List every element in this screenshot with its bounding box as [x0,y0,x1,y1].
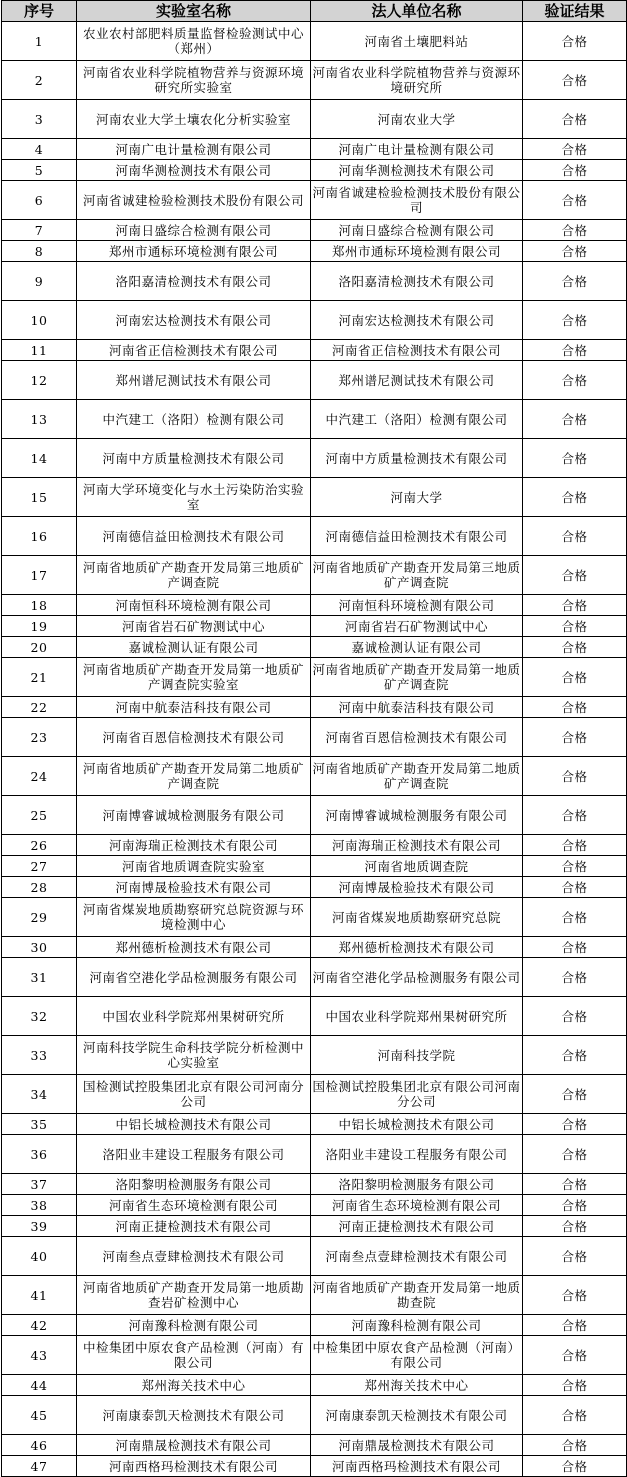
cell-serial-number: 28 [2,877,77,898]
cell-verification-result: 合格 [523,637,627,658]
table-row [2,1036,627,1075]
cell-legal-entity-name: 河南省正信检测技术有限公司 [311,340,523,361]
cell-serial-number: 30 [2,937,77,958]
cell-legal-entity-name: 河南德信益田检测技术有限公司 [311,517,523,556]
cell-verification-result: 合格 [523,856,627,877]
cell-legal-entity-name: 河南广电计量检测有限公司 [311,139,523,160]
table-row [2,898,627,937]
cell-lab-name: 河南省地质调查院实验室 [77,856,311,877]
cell-verification-result: 合格 [523,1435,627,1456]
cell-verification-result: 合格 [523,301,627,340]
cell-serial-number: 5 [2,160,77,181]
cell-lab-name: 河南省地质矿产勘查开发局第一地质勘查岩矿检测中心 [77,1276,311,1315]
cell-serial-number: 3 [2,100,77,139]
cell-legal-entity-name: 河南正捷检测技术有限公司 [311,1216,523,1237]
cell-serial-number: 23 [2,718,77,757]
table-row [2,478,627,517]
cell-legal-entity-name: 河南农业大学 [311,100,523,139]
cell-verification-result: 合格 [523,160,627,181]
cell-serial-number: 37 [2,1174,77,1195]
table-header [2,1,627,22]
cell-verification-result: 合格 [523,478,627,517]
cell-verification-result: 合格 [523,1216,627,1237]
cell-verification-result: 合格 [523,1237,627,1276]
table-row [2,517,627,556]
table-row [2,835,627,856]
cell-verification-result: 合格 [523,100,627,139]
cell-legal-entity-name: 河南省地质矿产勘查开发局第一地质勘查院 [311,1276,523,1315]
cell-lab-name: 河南叁点壹肆检测技术有限公司 [77,1237,311,1276]
table-row [2,61,627,100]
cell-serial-number: 29 [2,898,77,937]
cell-verification-result: 合格 [523,1195,627,1216]
cell-legal-entity-name: 河南鼎晟检测技术有限公司 [311,1435,523,1456]
cell-serial-number: 25 [2,796,77,835]
cell-serial-number: 13 [2,400,77,439]
cell-serial-number: 14 [2,439,77,478]
cell-legal-entity-name: 河南康泰凯天检测技术有限公司 [311,1396,523,1435]
table-row [2,241,627,262]
cell-serial-number: 43 [2,1336,77,1375]
table-row [2,1375,627,1396]
cell-lab-name: 中铝长城检测技术有限公司 [77,1114,311,1135]
table-body [2,22,627,1477]
table-row [2,937,627,958]
cell-serial-number: 10 [2,301,77,340]
cell-legal-entity-name: 中国农业科学院郑州果树研究所 [311,997,523,1036]
cell-lab-name: 河南省农业科学院植物营养与资源环境研究所实验室 [77,61,311,100]
cell-legal-entity-name: 河南中方质量检测技术有限公司 [311,439,523,478]
table-row [2,1075,627,1114]
cell-lab-name: 河南省空港化学品检测服务有限公司 [77,958,311,997]
cell-legal-entity-name: 洛阳黎明检测服务有限公司 [311,1174,523,1195]
cell-lab-name: 河南博睿诚城检测服务有限公司 [77,796,311,835]
cell-serial-number: 16 [2,517,77,556]
cell-lab-name: 国检测试控股集团北京有限公司河南分公司 [77,1075,311,1114]
table-row [2,757,627,796]
cell-verification-result: 合格 [523,241,627,262]
cell-verification-result: 合格 [523,556,627,595]
cell-legal-entity-name: 郑州海关技术中心 [311,1375,523,1396]
header-row [2,1,627,22]
table-row [2,1237,627,1276]
table-row [2,1135,627,1174]
table-row [2,637,627,658]
cell-serial-number: 31 [2,958,77,997]
cell-verification-result: 合格 [523,796,627,835]
cell-verification-result: 合格 [523,877,627,898]
table-row [2,697,627,718]
table-row [2,1195,627,1216]
cell-serial-number: 17 [2,556,77,595]
table-row [2,997,627,1036]
cell-lab-name: 河南省百恩信检测技术有限公司 [77,718,311,757]
table-row [2,556,627,595]
table-row [2,100,627,139]
cell-verification-result: 合格 [523,757,627,796]
cell-lab-name: 嘉诚检测认证有限公司 [77,637,311,658]
cell-serial-number: 39 [2,1216,77,1237]
table-row [2,1435,627,1456]
table-row [2,181,627,220]
cell-legal-entity-name: 河南海瑞正检测技术有限公司 [311,835,523,856]
cell-serial-number: 20 [2,637,77,658]
cell-legal-entity-name: 河南叁点壹肆检测技术有限公司 [311,1237,523,1276]
cell-verification-result: 合格 [523,1276,627,1315]
cell-legal-entity-name: 河南博晟检验技术有限公司 [311,877,523,898]
cell-verification-result: 合格 [523,181,627,220]
cell-legal-entity-name: 河南省地质矿产勘查开发局第二地质矿产调查院 [311,757,523,796]
cell-lab-name: 河南西格玛检测技术有限公司 [77,1456,311,1477]
cell-legal-entity-name: 河南省土壤肥料站 [311,22,523,61]
table-row [2,1336,627,1375]
cell-verification-result: 合格 [523,262,627,301]
cell-lab-name: 洛阳黎明检测服务有限公司 [77,1174,311,1195]
cell-serial-number: 6 [2,181,77,220]
table-row [2,340,627,361]
table-row [2,1396,627,1435]
cell-verification-result: 合格 [523,658,627,697]
cell-legal-entity-name: 河南省地质矿产勘查开发局第一地质矿产调查院 [311,658,523,697]
cell-serial-number: 1 [2,22,77,61]
cell-legal-entity-name: 郑州谱尼测试技术有限公司 [311,361,523,400]
table-row [2,877,627,898]
cell-verification-result: 合格 [523,1396,627,1435]
header-lab-name: 实验室名称 [77,1,311,22]
table-row [2,22,627,61]
cell-verification-result: 合格 [523,220,627,241]
cell-legal-entity-name: 河南省农业科学院植物营养与资源环境研究所 [311,61,523,100]
cell-lab-name: 河南日盛综合检测有限公司 [77,220,311,241]
table-row [2,616,627,637]
table-row [2,856,627,877]
cell-lab-name: 郑州海关技术中心 [77,1375,311,1396]
table-row [2,595,627,616]
cell-serial-number: 9 [2,262,77,301]
cell-verification-result: 合格 [523,1135,627,1174]
cell-serial-number: 26 [2,835,77,856]
cell-verification-result: 合格 [523,1174,627,1195]
cell-verification-result: 合格 [523,361,627,400]
cell-verification-result: 合格 [523,1456,627,1477]
table-row [2,439,627,478]
table-row [2,718,627,757]
cell-lab-name: 河南中方质量检测技术有限公司 [77,439,311,478]
cell-serial-number: 18 [2,595,77,616]
table-row [2,139,627,160]
cell-serial-number: 47 [2,1456,77,1477]
cell-verification-result: 合格 [523,958,627,997]
cell-legal-entity-name: 河南省地质调查院 [311,856,523,877]
cell-legal-entity-name: 河南省诚建检验检测技术股份有限公司 [311,181,523,220]
header-verification-result: 验证结果 [523,1,627,22]
cell-serial-number: 24 [2,757,77,796]
cell-lab-name: 河南鼎晟检测技术有限公司 [77,1435,311,1456]
cell-legal-entity-name: 河南宏达检测技术有限公司 [311,301,523,340]
cell-legal-entity-name: 河南省煤炭地质勘察研究总院 [311,898,523,937]
cell-verification-result: 合格 [523,1075,627,1114]
cell-legal-entity-name: 河南华测检测技术有限公司 [311,160,523,181]
cell-serial-number: 15 [2,478,77,517]
cell-lab-name: 河南省地质矿产勘查开发局第二地质矿产调查院 [77,757,311,796]
cell-legal-entity-name: 洛阳嘉清检测技术有限公司 [311,262,523,301]
cell-legal-entity-name: 中汽建工（洛阳）检测有限公司 [311,400,523,439]
cell-lab-name: 河南正捷检测技术有限公司 [77,1216,311,1237]
cell-serial-number: 27 [2,856,77,877]
cell-legal-entity-name: 嘉诚检测认证有限公司 [311,637,523,658]
cell-legal-entity-name: 河南省百恩信检测技术有限公司 [311,718,523,757]
cell-lab-name: 郑州市通标环境检测有限公司 [77,241,311,262]
table-row [2,1114,627,1135]
cell-legal-entity-name: 郑州市通标环境检测有限公司 [311,241,523,262]
cell-legal-entity-name: 河南恒科环境检测有限公司 [311,595,523,616]
cell-serial-number: 7 [2,220,77,241]
cell-lab-name: 洛阳业丰建设工程服务有限公司 [77,1135,311,1174]
cell-lab-name: 河南豫科检测有限公司 [77,1315,311,1336]
cell-serial-number: 44 [2,1375,77,1396]
cell-verification-result: 合格 [523,835,627,856]
table-row [2,1456,627,1477]
table-row [2,262,627,301]
cell-verification-result: 合格 [523,1315,627,1336]
cell-legal-entity-name: 河南科技学院 [311,1036,523,1075]
cell-serial-number: 45 [2,1396,77,1435]
cell-verification-result: 合格 [523,937,627,958]
cell-legal-entity-name: 河南日盛综合检测有限公司 [311,220,523,241]
cell-legal-entity-name: 河南大学 [311,478,523,517]
cell-serial-number: 33 [2,1036,77,1075]
cell-legal-entity-name: 河南省生态环境检测有限公司 [311,1195,523,1216]
table-row [2,1276,627,1315]
cell-verification-result: 合格 [523,898,627,937]
cell-serial-number: 38 [2,1195,77,1216]
cell-verification-result: 合格 [523,61,627,100]
cell-verification-result: 合格 [523,997,627,1036]
table-row [2,658,627,697]
cell-lab-name: 河南省生态环境检测有限公司 [77,1195,311,1216]
cell-serial-number: 22 [2,697,77,718]
cell-lab-name: 河南大学环境变化与水土污染防治实验室 [77,478,311,517]
cell-lab-name: 河南德信益田检测技术有限公司 [77,517,311,556]
header-serial-number: 序号 [2,1,77,22]
table-row [2,400,627,439]
cell-lab-name: 郑州德析检测技术有限公司 [77,937,311,958]
cell-serial-number: 19 [2,616,77,637]
cell-legal-entity-name: 河南省空港化学品检测服务有限公司 [311,958,523,997]
cell-legal-entity-name: 河南省地质矿产勘查开发局第三地质矿产调查院 [311,556,523,595]
cell-verification-result: 合格 [523,517,627,556]
cell-lab-name: 河南宏达检测技术有限公司 [77,301,311,340]
cell-serial-number: 4 [2,139,77,160]
cell-lab-name: 河南省地质矿产勘查开发局第三地质矿产调查院 [77,556,311,595]
cell-lab-name: 河南省岩石矿物测试中心 [77,616,311,637]
table-row [2,1174,627,1195]
cell-lab-name: 河南海瑞正检测技术有限公司 [77,835,311,856]
cell-verification-result: 合格 [523,1114,627,1135]
cell-serial-number: 8 [2,241,77,262]
cell-verification-result: 合格 [523,1036,627,1075]
table-row [2,1315,627,1336]
cell-lab-name: 河南博晟检验技术有限公司 [77,877,311,898]
cell-serial-number: 42 [2,1315,77,1336]
cell-legal-entity-name: 河南省岩石矿物测试中心 [311,616,523,637]
cell-serial-number: 46 [2,1435,77,1456]
cell-lab-name: 中检集团中原农食产品检测（河南）有限公司 [77,1336,311,1375]
cell-verification-result: 合格 [523,616,627,637]
cell-legal-entity-name: 河南西格玛检测技术有限公司 [311,1456,523,1477]
cell-verification-result: 合格 [523,400,627,439]
cell-lab-name: 河南省正信检测技术有限公司 [77,340,311,361]
cell-lab-name: 中汽建工（洛阳）检测有限公司 [77,400,311,439]
cell-serial-number: 36 [2,1135,77,1174]
cell-serial-number: 11 [2,340,77,361]
cell-legal-entity-name: 中检集团中原农食产品检测（河南）有限公司 [311,1336,523,1375]
table-row [2,958,627,997]
cell-lab-name: 河南广电计量检测有限公司 [77,139,311,160]
cell-lab-name: 河南科技学院生命科技学院分析检测中心实验室 [77,1036,311,1075]
cell-verification-result: 合格 [523,22,627,61]
verification-results-table [1,0,627,1477]
cell-legal-entity-name: 河南豫科检测有限公司 [311,1315,523,1336]
table-row [2,361,627,400]
cell-verification-result: 合格 [523,340,627,361]
cell-verification-result: 合格 [523,439,627,478]
cell-serial-number: 21 [2,658,77,697]
cell-lab-name: 农业农村部肥料质量监督检验测试中心（郑州） [77,22,311,61]
cell-verification-result: 合格 [523,697,627,718]
cell-serial-number: 34 [2,1075,77,1114]
cell-lab-name: 洛阳嘉清检测技术有限公司 [77,262,311,301]
cell-lab-name: 河南省地质矿产勘查开发局第一地质矿产调查院实验室 [77,658,311,697]
table-row [2,220,627,241]
cell-verification-result: 合格 [523,1336,627,1375]
header-legal-entity-name: 法人单位名称 [311,1,523,22]
cell-verification-result: 合格 [523,595,627,616]
cell-legal-entity-name: 河南中航泰洁科技有限公司 [311,697,523,718]
cell-lab-name: 中国农业科学院郑州果树研究所 [77,997,311,1036]
table-row [2,301,627,340]
cell-verification-result: 合格 [523,1375,627,1396]
table-row [2,160,627,181]
table-row [2,796,627,835]
cell-legal-entity-name: 中铝长城检测技术有限公司 [311,1114,523,1135]
cell-lab-name: 河南恒科环境检测有限公司 [77,595,311,616]
cell-lab-name: 河南省煤炭地质勘察研究总院资源与环境检测中心 [77,898,311,937]
cell-lab-name: 河南康泰凯天检测技术有限公司 [77,1396,311,1435]
cell-serial-number: 35 [2,1114,77,1135]
cell-verification-result: 合格 [523,718,627,757]
cell-legal-entity-name: 洛阳业丰建设工程服务有限公司 [311,1135,523,1174]
cell-lab-name: 河南中航泰洁科技有限公司 [77,697,311,718]
cell-lab-name: 河南农业大学土壤农化分析实验室 [77,100,311,139]
cell-legal-entity-name: 河南博睿诚城检测服务有限公司 [311,796,523,835]
cell-lab-name: 河南省诚建检验检测技术股份有限公司 [77,181,311,220]
cell-serial-number: 2 [2,61,77,100]
cell-lab-name: 郑州谱尼测试技术有限公司 [77,361,311,400]
cell-serial-number: 40 [2,1237,77,1276]
cell-serial-number: 32 [2,997,77,1036]
cell-verification-result: 合格 [523,139,627,160]
cell-legal-entity-name: 郑州德析检测技术有限公司 [311,937,523,958]
table-row [2,1216,627,1237]
cell-legal-entity-name: 国检测试控股集团北京有限公司河南分公司 [311,1075,523,1114]
cell-serial-number: 41 [2,1276,77,1315]
cell-serial-number: 12 [2,361,77,400]
cell-lab-name: 河南华测检测技术有限公司 [77,160,311,181]
